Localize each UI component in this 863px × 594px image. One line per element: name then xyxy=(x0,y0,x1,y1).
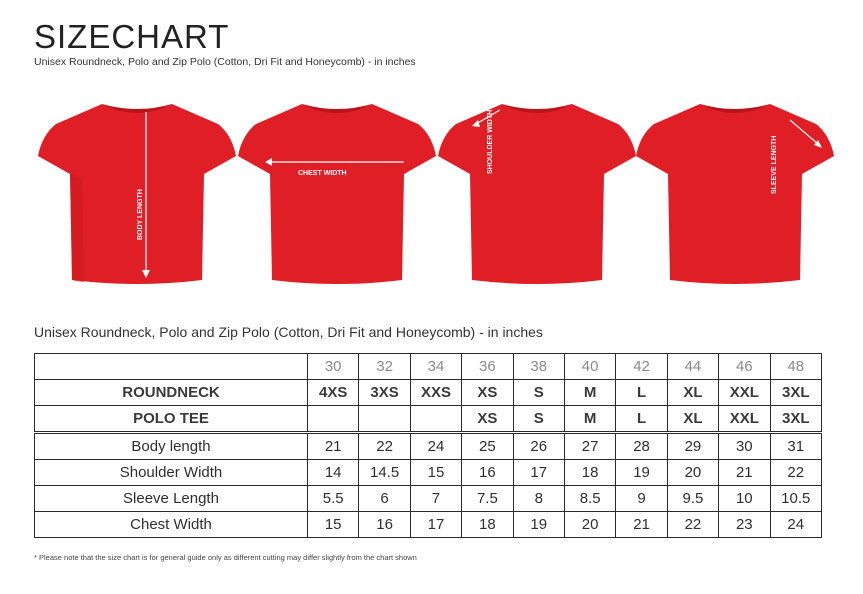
shirt-label-body-length: BODY LENGTH xyxy=(137,189,144,240)
table-row xyxy=(35,486,822,512)
table-cell: 19 xyxy=(513,512,564,538)
table-cell: XXL xyxy=(719,380,770,406)
table-cell: 3XS xyxy=(359,380,410,406)
table-cell: 3XL xyxy=(770,406,821,433)
table-cell: 10 xyxy=(719,486,770,512)
table-cell: 22 xyxy=(667,512,718,538)
table-cell: XL xyxy=(667,406,718,433)
tshirt-sleeve-length-image xyxy=(630,90,840,290)
tshirt-body-length-image xyxy=(32,90,242,290)
table-cell: 17 xyxy=(513,460,564,486)
row-label: Chest Width xyxy=(35,512,308,538)
table-cell: 24 xyxy=(770,512,821,538)
table-cell: 21 xyxy=(308,433,359,460)
table-cell: 36 xyxy=(462,354,513,380)
table-cell: M xyxy=(564,406,615,433)
table-cell: 30 xyxy=(719,433,770,460)
table-cell xyxy=(308,406,359,433)
table-cell: 9.5 xyxy=(667,486,718,512)
row-label: Shoulder Width xyxy=(35,460,308,486)
table-cell: XL xyxy=(667,380,718,406)
shirt-label-sleeve-length: SLEEVE LENGTH xyxy=(771,135,778,194)
table-heading: Unisex Roundneck, Polo and Zip Polo (Cotton, Dri Fit and Honeycomb) - in inches xyxy=(34,324,543,340)
table-cell: 34 xyxy=(410,354,461,380)
table-cell xyxy=(359,406,410,433)
table-cell xyxy=(35,354,308,380)
table-cell: 14.5 xyxy=(359,460,410,486)
table-cell: 10.5 xyxy=(770,486,821,512)
table-cell: 27 xyxy=(564,433,615,460)
table-cell: 23 xyxy=(719,512,770,538)
table-cell: 25 xyxy=(462,433,513,460)
table-cell: 22 xyxy=(770,460,821,486)
size-number-row xyxy=(35,354,822,380)
table-cell: XS xyxy=(462,406,513,433)
shirt-illustrations xyxy=(0,90,863,290)
table-cell: 9 xyxy=(616,486,667,512)
table-cell: 8 xyxy=(513,486,564,512)
table-cell: 32 xyxy=(359,354,410,380)
size-table xyxy=(34,353,822,538)
footnote: * Please note that the size chart is for general guide only as different cutting may differ slightly from the chart shown xyxy=(34,553,417,562)
table-cell: 3XL xyxy=(770,380,821,406)
table-cell: 31 xyxy=(770,433,821,460)
row-label: Sleeve Length xyxy=(35,486,308,512)
row-label: POLO TEE xyxy=(35,406,308,433)
table-cell: 19 xyxy=(616,460,667,486)
row-label: Body length xyxy=(35,433,308,460)
table-cell: 29 xyxy=(667,433,718,460)
table-row xyxy=(35,406,822,433)
table-row xyxy=(35,460,822,486)
table-cell: 44 xyxy=(667,354,718,380)
table-cell: 20 xyxy=(667,460,718,486)
table-cell: 6 xyxy=(359,486,410,512)
table-cell: 18 xyxy=(564,460,615,486)
shirt-label-chest-width: CHEST WIDTH xyxy=(298,170,347,177)
table-cell: S xyxy=(513,380,564,406)
table-cell: 4XS xyxy=(308,380,359,406)
shirt-label-shoulder-width: SHOULDER WIDTH xyxy=(487,109,494,174)
table-cell: 38 xyxy=(513,354,564,380)
table-cell: L xyxy=(616,406,667,433)
table-cell: 24 xyxy=(410,433,461,460)
table-cell: L xyxy=(616,380,667,406)
table-cell: 21 xyxy=(616,512,667,538)
page-subtitle: Unisex Roundneck, Polo and Zip Polo (Cotton, Dri Fit and Honeycomb) - in inches xyxy=(34,56,416,68)
table-cell: XS xyxy=(462,380,513,406)
table-cell: 26 xyxy=(513,433,564,460)
table-cell: 8.5 xyxy=(564,486,615,512)
table-cell: 40 xyxy=(564,354,615,380)
table-cell: 46 xyxy=(719,354,770,380)
table-cell: M xyxy=(564,380,615,406)
table-cell: 7 xyxy=(410,486,461,512)
table-cell: 21 xyxy=(719,460,770,486)
table-row xyxy=(35,433,822,460)
table-cell: 28 xyxy=(616,433,667,460)
tshirt-chest-width-image xyxy=(232,90,442,290)
table-cell: S xyxy=(513,406,564,433)
row-label: ROUNDNECK xyxy=(35,380,308,406)
table-cell: 15 xyxy=(308,512,359,538)
table-cell: XXL xyxy=(719,406,770,433)
table-cell: XXS xyxy=(410,380,461,406)
table-cell: 42 xyxy=(616,354,667,380)
table-cell: 14 xyxy=(308,460,359,486)
table-cell: 48 xyxy=(770,354,821,380)
table-cell: 5.5 xyxy=(308,486,359,512)
table-row xyxy=(35,512,822,538)
table-cell: 17 xyxy=(410,512,461,538)
table-cell: 20 xyxy=(564,512,615,538)
table-row xyxy=(35,380,822,406)
table-cell: 15 xyxy=(410,460,461,486)
tshirt-shoulder-width-image xyxy=(432,90,642,290)
table-cell: 30 xyxy=(308,354,359,380)
page-title: SIZECHART xyxy=(34,18,230,55)
table-cell xyxy=(410,406,461,433)
table-cell: 16 xyxy=(359,512,410,538)
table-cell: 16 xyxy=(462,460,513,486)
table-cell: 18 xyxy=(462,512,513,538)
table-cell: 7.5 xyxy=(462,486,513,512)
table-cell: 22 xyxy=(359,433,410,460)
